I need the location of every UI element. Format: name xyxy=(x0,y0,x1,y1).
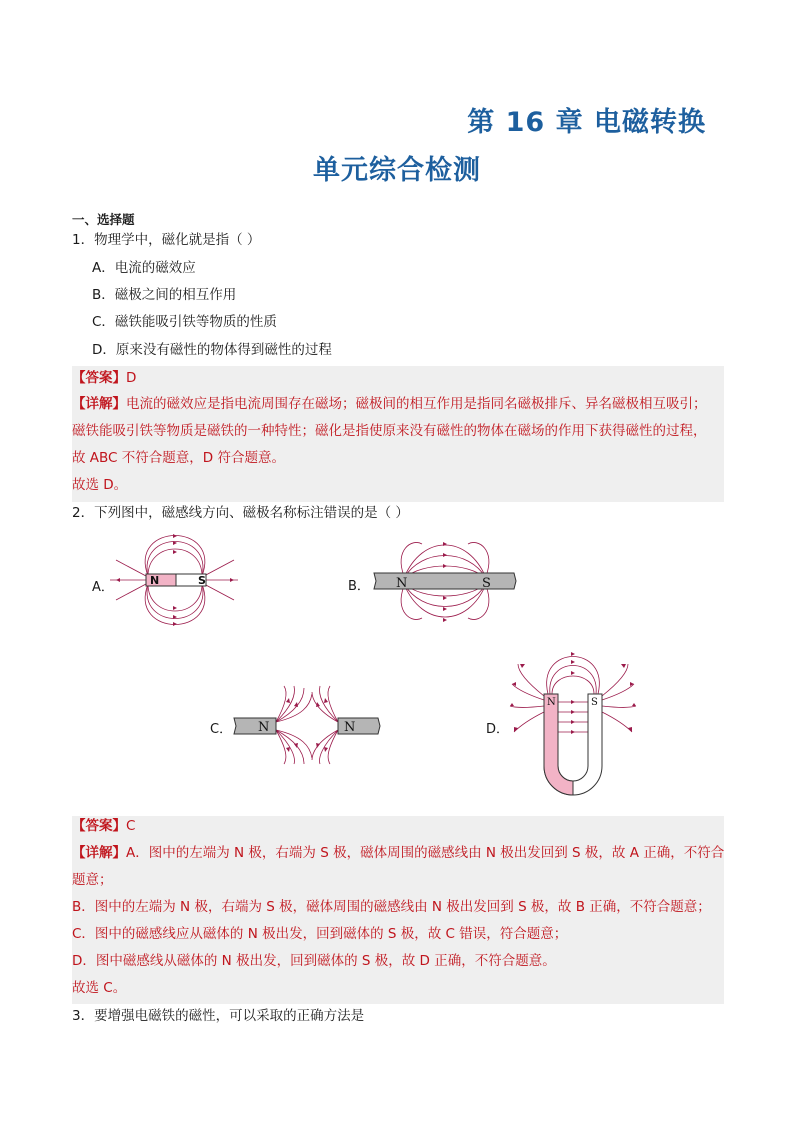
question-1-stem: 1．物理学中，磁化就是指（ ） xyxy=(72,232,261,248)
question-2-detail-line-2: 题意； xyxy=(72,872,113,888)
question-2-stem: 2．下列图中，磁感线方向、磁极名称标注错误的是（ ） xyxy=(72,505,409,521)
question-1-option-b: B．磁极之间的相互作用 xyxy=(92,287,237,303)
detail-tag: 【详解】 xyxy=(72,845,126,861)
figure-b-bar-magnet xyxy=(372,540,518,626)
answer-value: D xyxy=(126,370,137,386)
pole-label-n-right: N xyxy=(344,720,356,735)
question-1-detail-line-2: 磁铁能吸引铁等物质是磁铁的一种特性；磁化是指使原来没有磁性的物体在磁场的作用下获得磁性的过程， xyxy=(72,423,707,439)
pole-label-s: S xyxy=(482,576,491,591)
answer-value: C xyxy=(126,818,136,834)
chapter-title: 第 16 章 电磁转换 xyxy=(467,107,706,138)
pole-label-n-left: N xyxy=(258,720,270,735)
detail-text: A．图中的左端为 N 极，右端为 S 极，磁体周围的磁感线由 N 极出发回到 S 极，故 A 正确，不符合 xyxy=(126,845,725,861)
figure-d-label: D． xyxy=(486,722,510,737)
detail-tag: 【详解】 xyxy=(72,396,126,412)
answer-tag: 【答案】 xyxy=(72,818,126,834)
pole-label-s: S xyxy=(198,574,206,587)
question-1-option-c: C．磁铁能吸引铁等物质的性质 xyxy=(92,314,277,330)
question-3-stem: 3．要增强电磁铁的磁性，可以采取的正确方法是 xyxy=(72,1008,365,1024)
question-2-detail-line-3: B．图中的左端为 N 极，右端为 S 极，磁体周围的磁感线由 N 极出发回到 S 极，故 B 正确，不符合题意； xyxy=(72,899,711,915)
pole-label-n: N xyxy=(396,576,408,591)
figure-a-label: A． xyxy=(92,580,114,595)
question-1-option-d: D．原来没有磁性的物体得到磁性的过程 xyxy=(92,342,332,358)
figure-c-label: C． xyxy=(210,722,233,737)
figure-b-label: B． xyxy=(348,579,370,594)
pole-label-n: N xyxy=(150,574,160,587)
question-2-detail-line-4: C．图中的磁感线应从磁体的 N 极出发，回到磁体的 S 极，故 C 错误，符合题意； xyxy=(72,926,568,942)
question-1-conclusion: 故选 D。 xyxy=(72,477,128,493)
figure-c-two-magnets xyxy=(232,684,382,766)
question-1-answer xyxy=(72,368,136,388)
question-2-conclusion: 故选 C。 xyxy=(72,980,127,996)
question-1-detail-line-3: 故 ABC 不符合题意，D 符合题意。 xyxy=(72,450,285,466)
detail-text: 电流的磁效应是指电流周围存在磁场；磁极间的相互作用是指同名磁极排斥、异名磁极相互吸引； xyxy=(126,396,707,412)
question-1-detail-line-1 xyxy=(72,394,707,414)
figure-d-u-magnet xyxy=(510,650,636,798)
figure-a-bar-magnet xyxy=(110,530,240,630)
section-heading: 一、选择题 xyxy=(72,212,135,227)
pole-label-s: S xyxy=(591,697,598,708)
question-2-detail-line-1 xyxy=(72,843,724,863)
page-subtitle: 单元综合检测 xyxy=(313,155,481,186)
pole-label-n: N xyxy=(547,697,556,708)
question-2-answer xyxy=(72,816,135,836)
answer-tag: 【答案】 xyxy=(72,370,126,386)
question-2-detail-line-5: D．图中磁感线从磁体的 N 极出发，回到磁体的 S 极，故 D 正确，不符合题意。 xyxy=(72,953,556,969)
question-1-option-a: A．电流的磁效应 xyxy=(92,260,196,276)
